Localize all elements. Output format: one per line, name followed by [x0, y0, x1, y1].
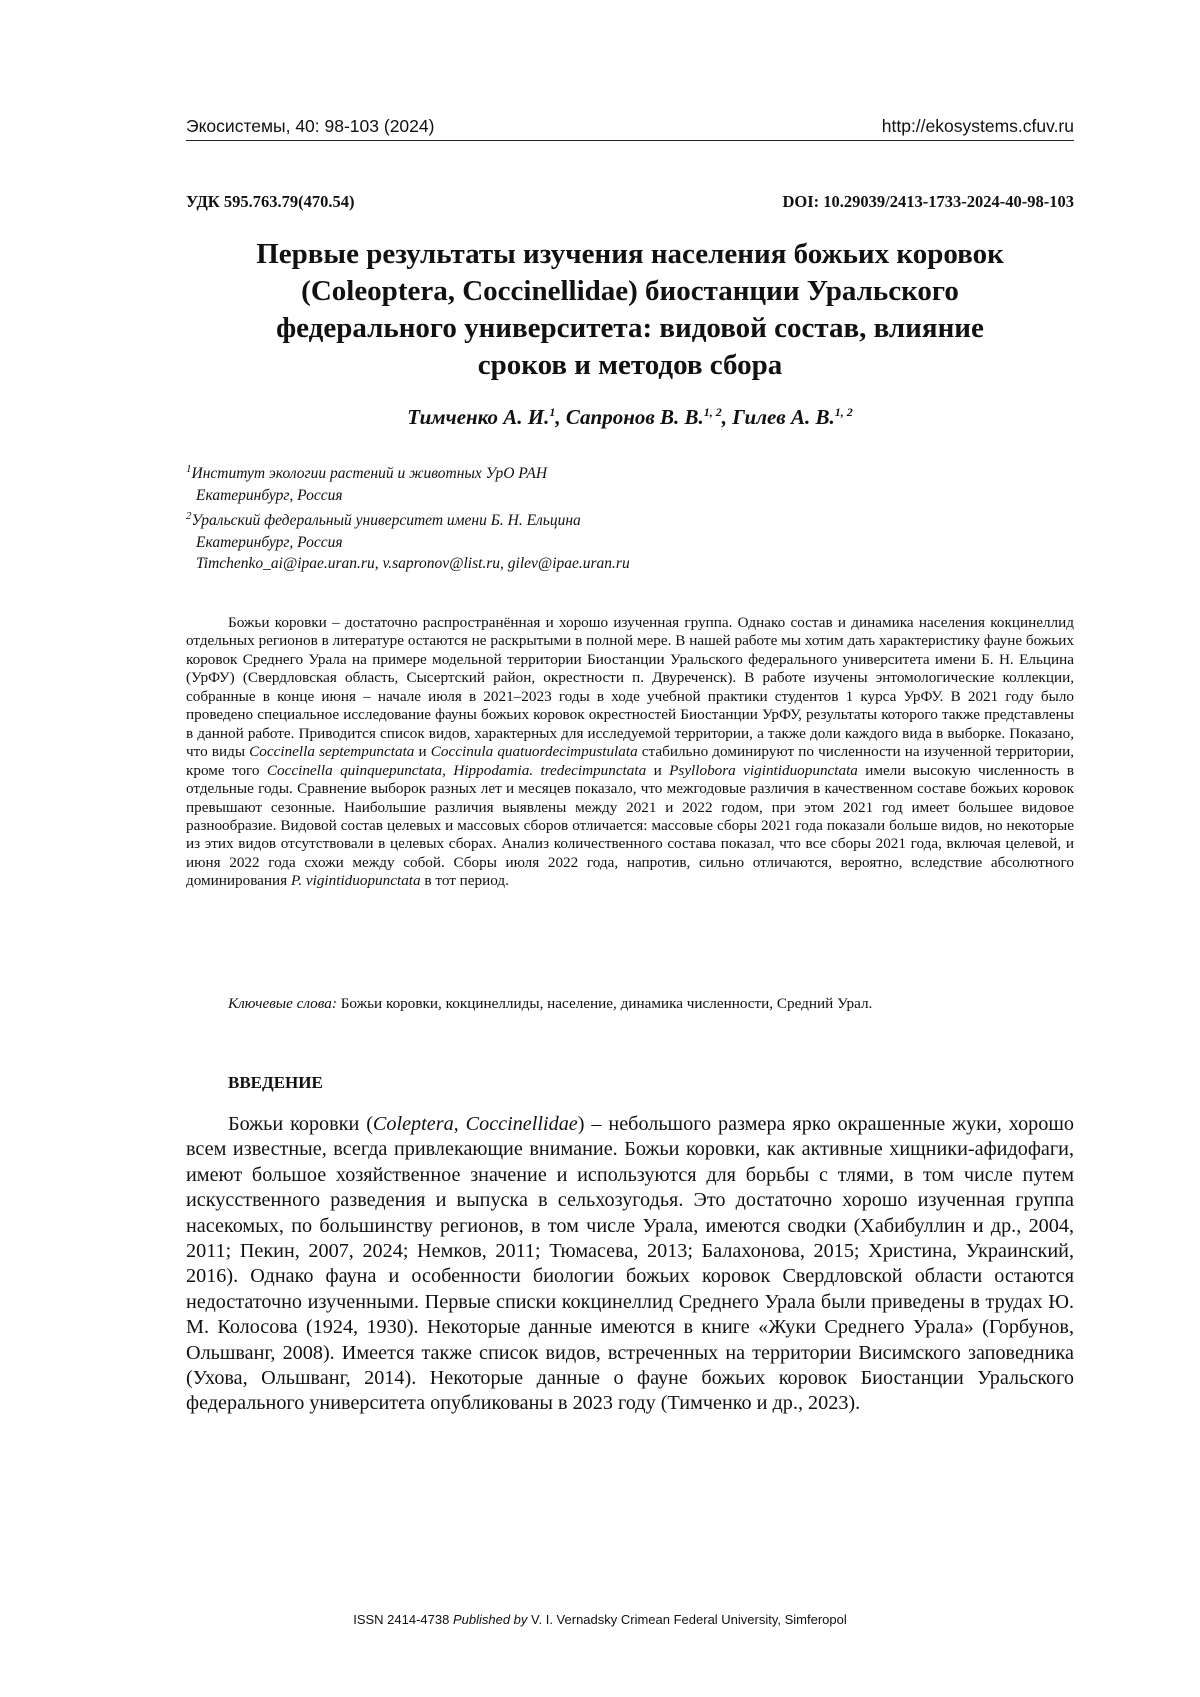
affiliations: [186, 459, 630, 575]
affiliation-name: Уральский федеральный университет имени Б. Н. Ельцина: [191, 512, 581, 530]
author-separator: ,: [555, 405, 566, 429]
udk-code: УДК 595.763.79(470.54): [186, 192, 355, 211]
section-heading: ВВЕДЕНИЕ: [228, 1073, 323, 1092]
affiliation-city: Екатеринбург, Россия: [196, 486, 343, 504]
species-name: Coccinula quatuordecimpustulata: [430, 743, 638, 761]
keywords-text: Божьи коровки, кокцинеллиды, население, динамика численности, Средний Урал.: [336, 995, 873, 1012]
affiliation-city: Екатеринбург, Россия: [196, 533, 343, 551]
abstract: [186, 614, 1074, 891]
keywords: [186, 995, 1074, 1013]
species-name: Hippodamia. tredecimpunctata: [453, 761, 647, 779]
species-name: Coccinella quinquepunctata: [266, 761, 443, 779]
publisher: V. I. Vernadsky Crimean Federal University, Simferopol: [527, 1612, 847, 1627]
species-name: Coccinella septempunctata: [249, 743, 415, 761]
keywords-label: Ключевые слова:: [228, 995, 337, 1012]
abstract-text: ,: [442, 761, 454, 779]
affiliation-name: Институт экологии растений и животных УрО РАН: [191, 465, 548, 483]
title-line: Первые результаты изучения населения божьих коровок: [256, 238, 1004, 270]
issn: ISSN 2414-4738: [353, 1612, 453, 1627]
page-footer: [0, 1612, 1200, 1627]
udk-doi-line: [186, 192, 1074, 212]
abstract-text: стабильно доминируют по численности на изученной территории, кроме того: [186, 743, 1074, 779]
introduction-body: [186, 1112, 1074, 1417]
author-separator: ,: [721, 405, 733, 429]
title-line: сроков и методов сбора: [477, 349, 783, 381]
authors: [180, 405, 1080, 430]
species-name: P. vigintiduopunctata: [290, 872, 421, 890]
published-by-label: Published by: [452, 1612, 528, 1627]
author-name: Гилев А. В.: [732, 405, 835, 429]
intro-text: ) – небольшого размера ярко окрашенные жуки, хорошо всем известные, всегда привлекающие внимание. Божьи коровки, как активные хищники-афидофаги, имеют большое хозяйственное значение и используются для борьбы с тлями, в том числе путем искусственного разведения и выпуска в сельхозугодья. Это достаточно хорошо изученная группа насекомых, по большинству регионов, в том числе Урала, имеются сводки (Хабибуллин и др., 2004, 2011; Пекин, 2007, 2024; Немков, 2011; Тюмасева, 2013; Балахонова, 2015; Христина, Украинский, 2016). Однако фауна и особенности биологии божьих коровок Свердловской области остаются недостаточно изученными. Первые списки кокцинеллид Среднего Урала были приведены в трудах Ю. М. Колосова (1924, 1930). Некоторые данные имеются в книге «Жуки Среднего Урала» (Горбунов, Ольшванг, 2008). Имеется также список видов, встреченных на территории Висимского заповедника (Ухова, Ольшванг, 2014). Некоторые данные о фауне божьих коровок Биостанции Уральского федерального университета опубликованы в 2023 году (Тимченко и др., 2023).: [186, 1113, 1074, 1415]
species-name: Psyllobora vigintiduopunctata: [669, 761, 858, 779]
author-name: Тимченко А. И.: [407, 405, 550, 429]
taxon-name: Coleptera, Coccinellidae: [372, 1113, 578, 1135]
author-name: Сапронов В. В.: [565, 405, 704, 429]
article-title: [180, 236, 1080, 384]
abstract-text: Божьи коровки – достаточно распространённая и хорошо изученная группа. Однако состав и динамика населения кокцинеллид отдельных регионов в литературе остаются не раскрытыми в полной мере. В нашей работе мы хотим дать характеристику фауне божьих коровок Среднего Урала на примере модельной территории Биостанции Уральского федерального университета имени Б. Н. Ельцина (УрФУ) (Свердловская область, Сысертский район, окрестности п. Двуреченск). В работе изучены энтомологические коллекции, собранные в конце июня – начале июля в 2021–2023 годы в ходе учебной практики студентов 1 курса УрФУ. В 2021 году было проведено специальное исследование фауны божьих коровок окрестностей Биостанции УрФУ, результаты которого также представлены в данной работе. Приводится список видов, характерных для исследуемой территории, а также доли каждого вида в выборке. Показано, что виды: [186, 614, 1074, 761]
journal-citation: Экосистемы, 40: 98-103 (2024): [186, 116, 435, 136]
abstract-text: и: [646, 761, 670, 779]
abstract-text: имели высокую численность в отдельные годы. Сравнение выборок разных лет и месяцев показало, что межгодовые различия в качественном составе божьих коровок превышают сезонные. Наибольшие различия выявлены между 2021 и 2022 годом, при этом 2021 год имеет большее видовое разнообразие. Видовой состав целевых и массовых сборов отличается: массовые сборы 2021 года показали больше видов, но некоторые из этих видов отсутствовали в целевых сборах. Анализ количественного состава показал, что все сборы 2021 года, включая целевой, и июня 2022 года схожи между собой. Сборы июля 2022 года, напротив, сильно отличаются, вероятно, вследствие абсолютного доминирования: [186, 761, 1074, 890]
author-emails: Timchenko_ai@ipae.uran.ru, v.sapronov@list.ru, gilev@ipae.uran.ru: [196, 555, 630, 573]
doi: DOI: 10.29039/2413-1733-2024-40-98-103: [782, 192, 1074, 211]
affiliation-2: [186, 506, 630, 532]
running-header: [186, 116, 1074, 137]
intro-text: Божьи коровки (: [228, 1113, 373, 1135]
affiliation-1: [186, 459, 630, 485]
abstract-text: и: [414, 743, 431, 761]
author-affil-sup: 1, 2: [834, 405, 853, 419]
affiliation-sup: 1: [186, 463, 192, 475]
journal-url[interactable]: http://ekosystems.cfuv.ru: [881, 116, 1074, 136]
author-affil-sup: 1: [549, 405, 556, 419]
header-rule: [186, 140, 1074, 141]
title-line: (Coleoptera, Coccinellidae) биостанции Уральского: [301, 275, 959, 307]
author-affil-sup: 1, 2: [703, 405, 722, 419]
title-line: федерального университета: видовой состав, влияние: [276, 312, 984, 344]
affiliation-sup: 2: [186, 510, 192, 523]
intro-paragraph: [186, 1112, 1074, 1417]
abstract-text: в тот период.: [420, 872, 509, 890]
abstract-paragraph: [186, 614, 1074, 891]
